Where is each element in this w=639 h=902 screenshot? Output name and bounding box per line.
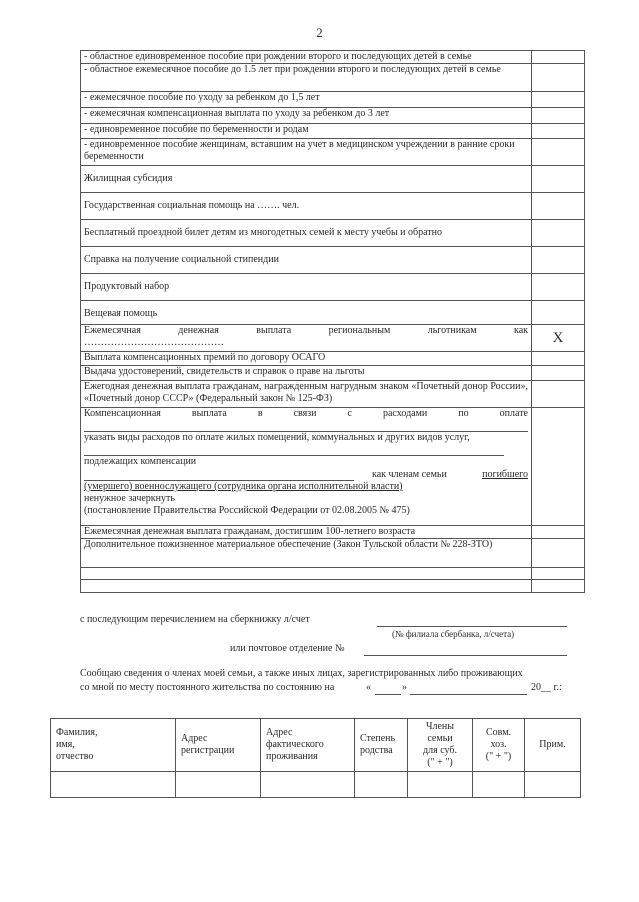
benefit-text: - единовременное пособие женщинам, вставшим на учет в медицинском учреждении в ранние сроки беременности (81, 139, 532, 166)
expense-types-hint: указать виды расходов по оплате жилых помещений, коммунальных и других видов услуг, (84, 432, 470, 443)
benefit-text: Продуктовый набор (81, 274, 532, 301)
page-number: 2 (316, 25, 323, 40)
benefit-text[interactable] (81, 568, 532, 580)
col-header-registration: Адрес регистрации (176, 719, 261, 772)
table-row (81, 139, 585, 166)
benefit-mark[interactable] (532, 51, 585, 64)
benefit-text-dots: …………………………………… (84, 337, 224, 348)
benefit-text: Бесплатный проездной билет детям из многодетных семей к месту учебы и обратно (81, 220, 532, 247)
table-cell[interactable] (51, 772, 176, 798)
benefit-text: - ежемесячное пособие по уходу за ребенком до 1,5 лет (81, 92, 532, 108)
strike-hint: ненужное зачеркнуть (84, 493, 175, 504)
table-header-row (51, 719, 581, 772)
benefit-text: - областное ежемесячное пособие до 1.5 лет при рождении второго и последующих детей в семье (81, 64, 532, 92)
statement-line1: Сообщаю сведения о членах моей семьи, а также иных лицах, зарегистрированных либо проживающих (80, 668, 523, 679)
table-cell[interactable] (473, 772, 525, 798)
table-row (81, 220, 585, 247)
table-row (81, 64, 585, 92)
benefit-mark[interactable] (532, 220, 585, 247)
table-row (81, 108, 585, 124)
table-cell[interactable] (408, 772, 473, 798)
benefit-mark[interactable] (532, 124, 585, 139)
benefit-text: - единовременное пособие по беременности и родам (81, 124, 532, 139)
table-row (81, 92, 585, 108)
table-row (81, 381, 585, 408)
benefit-mark[interactable] (532, 92, 585, 108)
benefit-text: Дополнительное пожизненное материальное обеспечение (Закон Тульской области № 228-ЗТО) (81, 539, 532, 568)
table-row (51, 772, 581, 798)
benefit-mark[interactable] (532, 247, 585, 274)
transfer-line: с последующим перечислением на сберкнижку л/счет (80, 614, 310, 625)
statement-line2: со мной по месту постоянного жительства по состоянию на (80, 682, 335, 693)
account-field[interactable] (377, 626, 567, 627)
date-year: 20__ г.: (531, 682, 562, 693)
expense-compensation-hint: подлежащих компенсации (84, 456, 197, 467)
table-cell[interactable] (355, 772, 408, 798)
table-row (81, 247, 585, 274)
col-header-name: Фамилия, имя, отчество (51, 719, 176, 772)
benefit-text: Выдача удостоверений, свидетельств и справок о праве на льготы (81, 366, 532, 381)
col-header-relation: Степень родства (355, 719, 408, 772)
table-row (81, 325, 585, 352)
table-row (81, 51, 585, 64)
benefit-mark[interactable] (532, 580, 585, 593)
family-member-text: как членам семьи (372, 469, 447, 480)
table-row (81, 166, 585, 193)
benefit-mark[interactable]: X (532, 325, 585, 352)
table-row (81, 408, 585, 526)
blank-line[interactable] (84, 444, 504, 456)
table-row (81, 580, 585, 593)
col-header-household: Совм. хоз. (" + ") (473, 719, 525, 772)
benefit-text: Государственная социальная помощь на ……. чел. (81, 193, 532, 220)
benefit-text: Ежемесячная денежная выплата региональным льготникам как (84, 325, 528, 336)
benefits-table (80, 50, 585, 593)
table-row (81, 539, 585, 568)
benefit-text: Компенсационная выплата в связи с расходами по оплате (84, 408, 528, 419)
benefit-text: Справка на получение социальной стипендии (81, 247, 532, 274)
table-cell[interactable] (176, 772, 261, 798)
benefit-text: Жилищная субсидия (81, 166, 532, 193)
benefit-text: - ежемесячная компенсационная выплата по уходу за ребенком до 3 лет (81, 108, 532, 124)
table-cell[interactable] (261, 772, 355, 798)
benefit-text: - областное единовременное пособие при рождении второго и последующих детей в семье (81, 51, 532, 64)
table-row (81, 366, 585, 381)
col-header-notes: Прим. (525, 719, 581, 772)
benefit-mark[interactable] (532, 139, 585, 166)
benefit-mark[interactable] (532, 166, 585, 193)
table-row (81, 193, 585, 220)
post-office-label: или почтовое отделение № (230, 643, 345, 654)
account-hint: (№ филиала сбербанка, л/счета) (392, 629, 515, 639)
table-row (81, 301, 585, 325)
benefit-text: Ежемесячная денежная выплата гражданам, достигшим 100-летнего возраста (81, 526, 532, 539)
table-row (81, 124, 585, 139)
date-day-field[interactable] (375, 694, 401, 695)
table-row (81, 568, 585, 580)
benefit-text: Вещевая помощь (81, 301, 532, 325)
benefit-mark[interactable] (532, 274, 585, 301)
decree-reference: (постановление Правительства Российской Федерации от 02.08.2005 № 475) (84, 505, 410, 516)
family-table (50, 718, 581, 798)
deceased-option[interactable]: погибшего (482, 469, 528, 480)
table-row (81, 274, 585, 301)
benefit-mark[interactable] (532, 408, 585, 526)
benefit-text[interactable] (81, 580, 532, 593)
benefit-text: Ежегодная денежная выплата гражданам, награжденным нагрудным знаком «Почетный донор России», «Почетный донор СССР» (Федеральный закон № 125-ФЗ) (81, 381, 532, 408)
benefit-mark[interactable] (532, 108, 585, 124)
date-quote-open: « (366, 682, 371, 693)
benefit-mark[interactable] (532, 64, 585, 92)
post-office-field[interactable] (364, 655, 567, 656)
benefit-mark[interactable] (532, 193, 585, 220)
benefit-mark[interactable] (532, 568, 585, 580)
table-row (81, 526, 585, 539)
table-cell[interactable] (525, 772, 581, 798)
benefit-mark[interactable] (532, 301, 585, 325)
col-header-residence: Адрес фактического проживания (261, 719, 355, 772)
date-month-field[interactable] (410, 694, 527, 695)
benefit-mark[interactable] (532, 366, 585, 381)
benefit-text: Выплата компенсационных премий по договору ОСАГО (81, 352, 532, 366)
blank-line[interactable] (84, 469, 354, 481)
benefit-mark[interactable] (532, 526, 585, 539)
date-quote-close: » (402, 682, 407, 693)
table-row (81, 352, 585, 366)
col-header-members: Члены семьи для суб. (" + ") (408, 719, 473, 772)
benefit-mark[interactable] (532, 381, 585, 408)
benefit-mark[interactable] (532, 352, 585, 366)
benefit-mark[interactable] (532, 539, 585, 568)
military-text: (умершего) военнослужащего (сотрудника органа исполнительной власти) (84, 481, 403, 492)
blank-line[interactable] (84, 420, 528, 432)
